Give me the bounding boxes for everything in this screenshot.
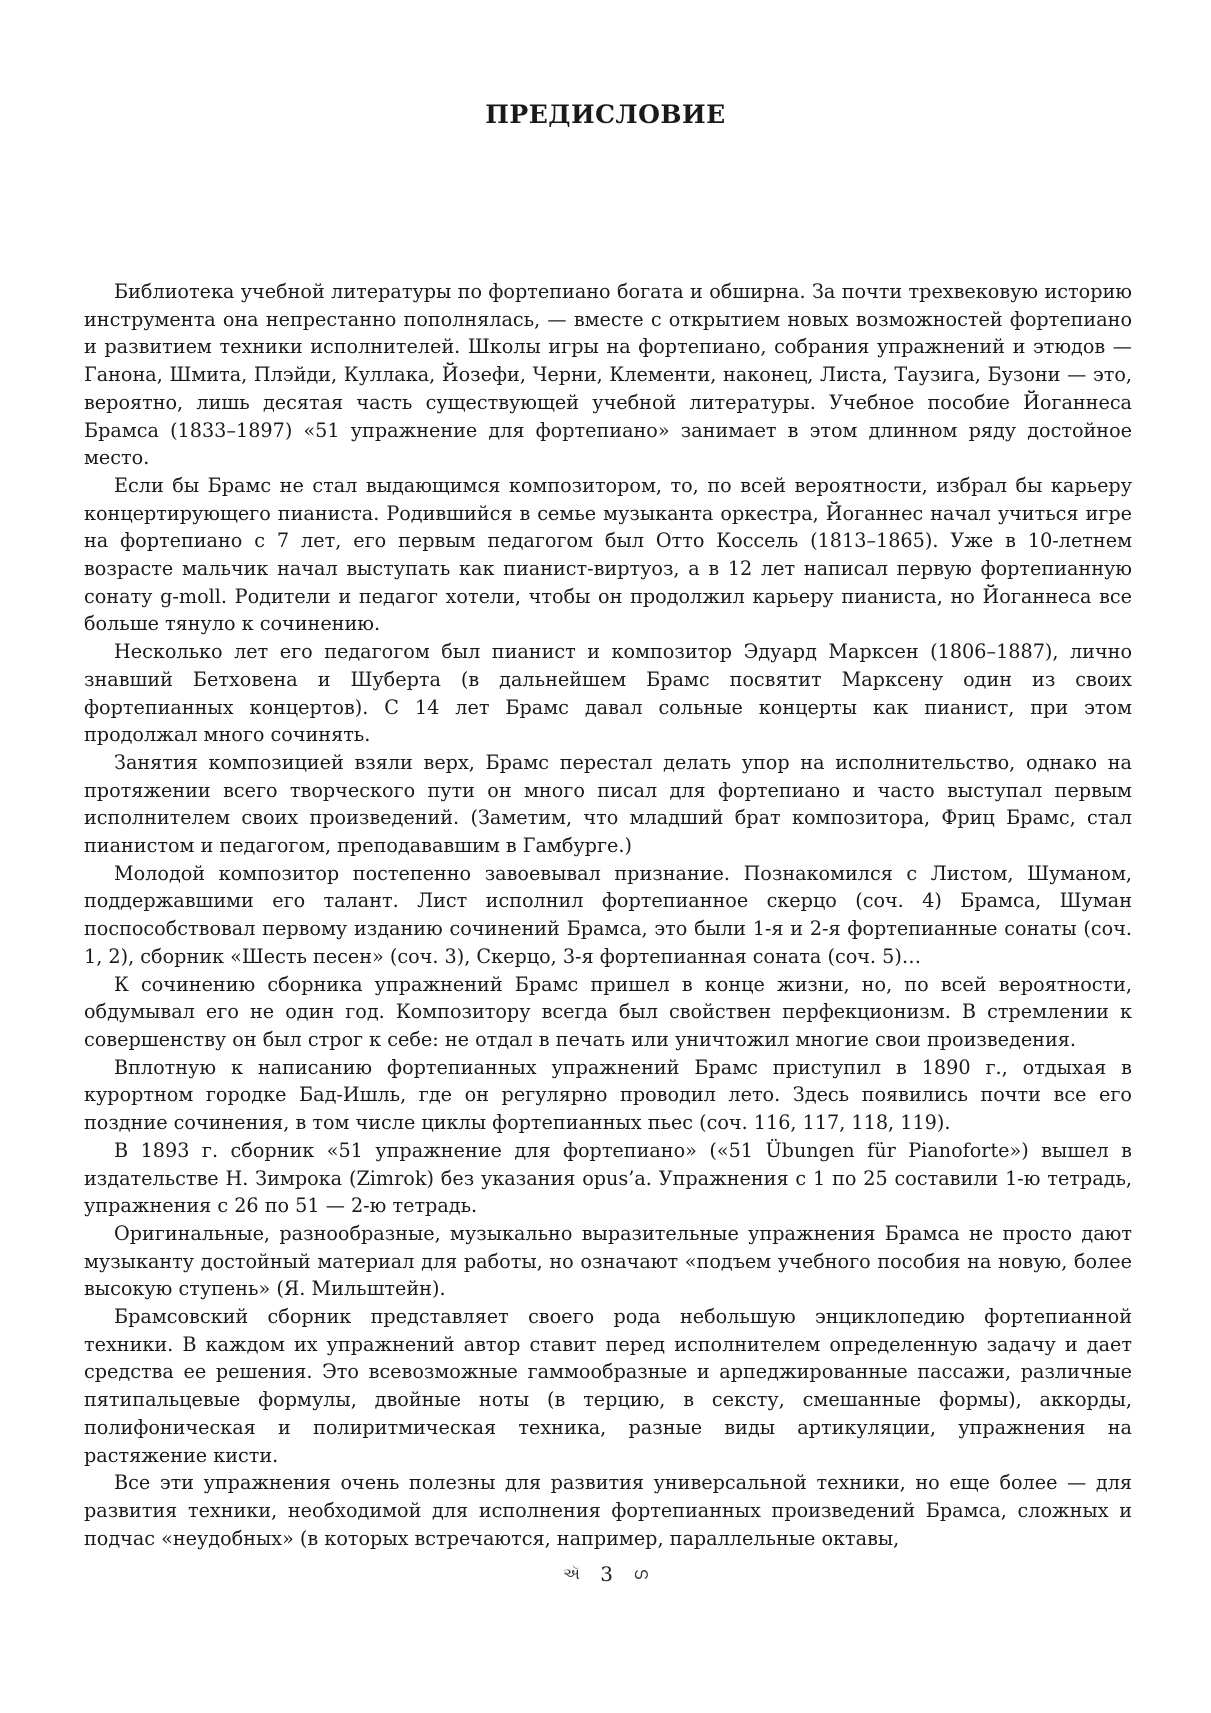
page-footer (0, 1560, 1211, 1588)
body-text (84, 278, 1132, 1552)
right-ornament-icon: ഗ (633, 1564, 648, 1583)
paragraph: Оригинальные, разнообразные, музыкально выразительные упражнения Брамса не просто дают музыканту достойный материал для работы, но означают «подъем учебного пособия на новую, более высокую ступень» (Я. Мильштейн). (84, 1221, 1132, 1301)
paragraph: К сочинению сборника упражнений Брамс пришел в конце жизни, но, по всей вероятности, обдумывал его не один год. Композитору всегда был свойствен перфекционизм. В стремлении к совершенству он был строг к себе: не отдал в печать или уничтожил многие свои произведения. (84, 972, 1132, 1051)
paragraph: Занятия композицией взяли верх, Брамс перестал делать упор на исполнительство, однако на протяжении всего творческого пути он много писал для фортепиано и часто выступал первым исполнителем своих произведений. (Заметим, что младший брат композитора, Фриц Брамс, стал пианистом и педагогом, преподававшим в Гамбурге.) (84, 750, 1132, 858)
paragraph: Молодой композитор постепенно завоевывал признание. Познакомился с Листом, Шуманом, поддержавшими его талант. Лист исполнил фортепианное скерцо (соч. 4) Брамса, Шуман поспособствовал первому изданию сочинений Брамса, это были 1-я и 2-я фортепианные сонаты (соч. 1, 2), сборник «Шесть песен» (соч. 3), Скерцо, 3-я фортепианная соната (соч. 5)… (84, 861, 1132, 968)
paragraph: Если бы Брамс не стал выдающимся композитором, то, по всей вероятности, избрал бы карьеру концертирующего пианиста. Родившийся в семье музыканта оркестра, Йоганнес начал учиться игре на фортепиано с 7 лет, его первым педагогом был Отто Коссель (1813–1865). Уже в 10-летнем возрасте мальчик начал выступать как пианист-виртуоз, а в 12 лет написал первую фортепианную сонату g-moll. Родители и педагог хотели, чтобы он продолжил карьеру пианиста, но Йоганнеса все больше тянуло к сочинению. (84, 473, 1132, 636)
paragraph: Все эти упражнения очень полезны для развития универсальной техники, но еще более — для развития техники, необходимой для исполнения фортепианных произведений Брамса, сложных и подчас «неудобных» (в которых встречаются, например, параллельные октавы, (84, 1471, 1132, 1550)
page-title: ПРЕДИСЛОВИЕ (485, 100, 726, 129)
paragraph: Брамсовский сборник представляет своего рода небольшую энциклопедию фортепианной техники. В каждом их упражнений автор ставит перед исполнителем определенную задачу и дает средства ее решения. Это всевозможные гаммообразные и арпеджированные пассажи, различные пятипальцевые формулы, двойные ноты (в терцию, в сексту, смешанные формы), аккорды, полифоническая и полиритмическая техника, разные виды артикуляции, упражнения на растяжение кисти. (84, 1305, 1132, 1467)
page-number: 3 (600, 1562, 614, 1586)
left-ornament-icon: ઍ (563, 1564, 580, 1583)
paragraph: В 1893 г. сборник «51 упражнение для фортепиано» («51 Übungen für Pianoforte») вышел в издательстве Н. Зимрока (Zimrok) без указания opus’а. Упражнения с 1 по 25 составили 1-ю тетрадь, упражнения с 26 по 51 — 2-ю тетрадь. (84, 1138, 1132, 1218)
paragraph: Библиотека учебной литературы по фортепиано богата и обширна. За почти трехвековую историю инструмента она непрестанно пополнялась, — вместе с открытием новых возможностей фортепиано и развитием техники исполнителей. Школы игры на фортепиано, собрания упражнений и этюдов — Ганона, Шмита, Плэйди, Куллака, Йозефи, Черни, Клементи, наконец, Листа, Таузига, Бузони — это, вероятно, лишь десятая часть существующей учебной литературы. Учебное пособие Йоганнеса Брамса (1833–1897) «51 упражнение для фортепиано» занимает в этом длинном ряду достойное место. (84, 280, 1132, 470)
paragraph: Несколько лет его педагогом был пианист и композитор Эдуард Марксен (1806–1887), лично знавший Бетховена и Шуберта (в дальнейшем Брамс посвятит Марксену один из своих фортепианных концертов). С 14 лет Брамс давал сольные концерты как пианист, при этом продолжал много сочинять. (84, 640, 1132, 747)
paragraph: Вплотную к написанию фортепианных упражнений Брамс приступил в 1890 г., отдыхая в курортном городке Бад-Ишль, где он регулярно проводил лето. Здесь появились почти все его поздние сочинения, в том числе циклы фортепианных пьес (соч. 116, 117, 118, 119). (84, 1055, 1132, 1135)
